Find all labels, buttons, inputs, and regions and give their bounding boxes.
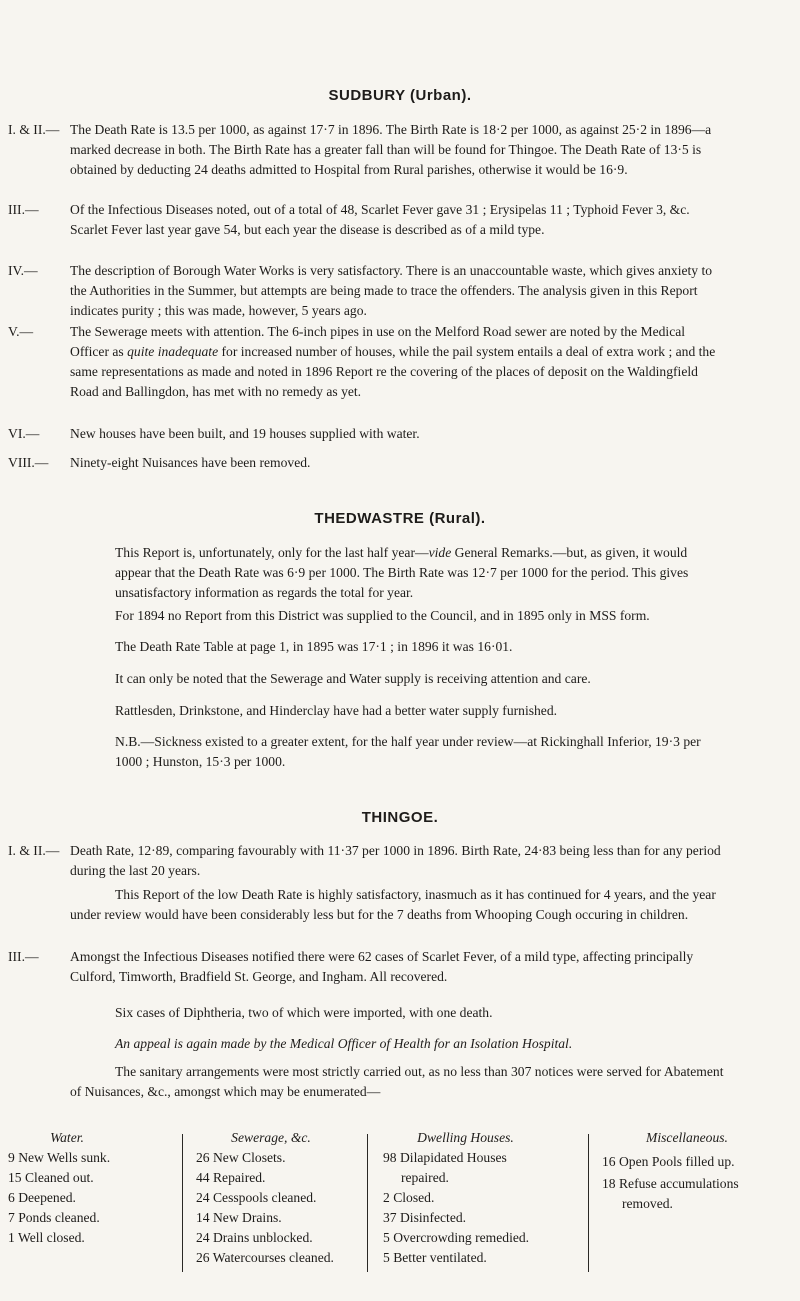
sudbury-item-1 (8, 120, 725, 180)
table-row: 24 Drains unblocked. (196, 1230, 313, 1245)
thedwastre-paragraph-4: It can only be noted that the Sewerage and Water supply is receiving attention and care. (115, 671, 591, 686)
item-text-emphasis: quite inadequate (127, 344, 219, 359)
table-row: 5 Better ventilated. (383, 1250, 487, 1265)
item-number: III.— (8, 949, 39, 964)
sudbury-item-3 (8, 200, 725, 240)
table-row: 5 Overcrowding remedied. (383, 1230, 530, 1245)
thingoe-item-3-paragraph-4: The sanitary arrangements were most strictly carried out, as no less than 307 notices were served for Abatement of Nuisances, &c., amongst which may be enumerated— (70, 1064, 724, 1099)
column-divider (588, 1134, 589, 1272)
section-heading-thingoe: THINGOE. (361, 809, 439, 826)
table-row: repaired. (401, 1170, 449, 1185)
thingoe-item-3-paragraph-3: An appeal is again made by the Medical Officer of Health for an Isolation Hospital. (115, 1036, 573, 1051)
column-divider (182, 1134, 183, 1272)
thedwastre-paragraph-1 (115, 543, 725, 603)
table-row: 16 Open Pools filled up. (602, 1154, 735, 1169)
table-row: 24 Cesspools cleaned. (196, 1190, 317, 1205)
thingoe-item-1-paragraph-2: This Report of the low Death Rate is highly satisfactory, inasmuch as it has continued for 4 years, and the year under review would have been considerably less but for the 7 deaths from Whooping Cough occuring in children. (70, 887, 716, 922)
item-text: Death Rate, 12·89, comparing favourably with 11·37 per 1000 in 1896. Birth Rate, 24·83 being less than for any period during the last 20 years. (70, 843, 721, 878)
table-column-sewerage (196, 1128, 396, 1268)
table-row: 37 Disinfected. (383, 1210, 467, 1225)
table-row: removed. (622, 1196, 673, 1211)
section-heading-sudbury: SUDBURY (Urban). (328, 87, 472, 104)
table-row: 26 New Closets. (196, 1150, 286, 1165)
item-text-end: for increased number of houses, while the pail system entails a deal of extra work ; and the same representations as made and noted in 1896 Report re the covering of the places of deposit on the Waldingfield Road and Ballingdon, has met with no remedy as yet. (70, 344, 716, 399)
thedwastre-paragraph-6: N.B.—Sickness existed to a greater extent, for the half year under review—at Rickinghall Inferior, 19·3 per 1000 ; Hunston, 15·3 per 1000. (115, 734, 701, 769)
item-number: V.— (8, 324, 34, 339)
table-row: 6 Deepened. (8, 1190, 76, 1205)
item-text-start: The Sewerage meets with attention. The 6-inch pipes in use on the Melford Road sewer are noted by the Medical Officer as (70, 324, 686, 359)
table-column-miscellaneous (602, 1128, 798, 1214)
table-row: 7 Ponds cleaned. (8, 1210, 100, 1225)
item-text: Amongst the Infectious Diseases notified there were 62 cases of Scarlet Fever, of a mild type, affecting principally Culford, Timworth, Bradfield St. George, and Ingham. All recovered. (70, 949, 694, 984)
table-row: 15 Cleaned out. (8, 1170, 94, 1185)
table-row: 98 Dilapidated Houses (383, 1150, 507, 1165)
sudbury-item-5 (8, 322, 725, 402)
column-divider (367, 1134, 368, 1272)
column-header: Dwelling Houses. (417, 1130, 514, 1145)
section-heading-thedwastre: THEDWASTRE (Rural). (314, 510, 486, 527)
sudbury-item-8 (8, 453, 725, 473)
column-header: Sewerage, &c. (231, 1130, 311, 1145)
sudbury-item-4 (8, 261, 725, 321)
item-number: VI.— (8, 426, 40, 441)
column-header: Miscellaneous. (646, 1130, 728, 1145)
table-column-water (8, 1128, 158, 1248)
table-row: 9 New Wells sunk. (8, 1150, 111, 1165)
table-row: 2 Closed. (383, 1190, 435, 1205)
item-number: III.— (8, 202, 39, 217)
thingoe-item-3 (8, 947, 725, 987)
paragraph-text-start: This Report is, unfortunately, only for the last half year— (115, 545, 429, 560)
thedwastre-paragraph-5: Rattlesden, Drinkstone, and Hinderclay have had a better water supply furnished. (115, 703, 558, 718)
column-header: Water. (50, 1130, 84, 1145)
table-row: 1 Well closed. (8, 1230, 85, 1245)
table-row: 26 Watercourses cleaned. (196, 1250, 334, 1265)
item-number: VIII.— (8, 455, 49, 470)
item-number: I. & II.— (8, 843, 60, 858)
item-text: Ninety-eight Nuisances have been removed. (70, 455, 311, 470)
item-number: I. & II.— (8, 122, 60, 137)
thingoe-item-3-paragraph-2: Six cases of Diphtheria, two of which were imported, with one death. (115, 1005, 493, 1020)
table-column-dwelling-houses (383, 1128, 583, 1268)
item-number: IV.— (8, 263, 38, 278)
thingoe-item-1 (8, 841, 725, 881)
item-text: The description of Borough Water Works is very satisfactory. There is an unaccountable waste, which gives anxiety to the Authorities in the Summer, but attempts are being made to trace the offenders. The analysis given in this Report indicates purity ; this was made, however, 5 years ago. (70, 263, 713, 318)
thedwastre-paragraph-3: The Death Rate Table at page 1, in 1895 was 17·1 ; in 1896 it was 16·01. (115, 639, 513, 654)
paragraph-text-end: General Remarks.—but, as given, it would appear that the Death Rate was 6·9 per 1000. The Birth Rate was 12·7 per 1000 for the period. This gives unsatisfactory information as regards the total for year. (115, 545, 689, 600)
table-row: 18 Refuse accumulations (602, 1176, 739, 1191)
item-text: New houses have been built, and 19 houses supplied with water. (70, 426, 420, 441)
table-row: 44 Repaired. (196, 1170, 266, 1185)
table-row: 14 New Drains. (196, 1210, 282, 1225)
item-text: Of the Infectious Diseases noted, out of a total of 48, Scarlet Fever gave 31 ; Erysipelas 11 ; Typhoid Fever 3, &c. Scarlet Fever last year gave 54, but each year the disease is described as of a mild type. (70, 202, 690, 237)
paragraph-text-emphasis: vide (428, 545, 452, 560)
sudbury-item-6 (8, 424, 725, 444)
item-text: The Death Rate is 13.5 per 1000, as against 17·7 in 1896. The Birth Rate is 18·2 per 1000, as against 25·2 in 1896—a marked decrease in both. The Birth Rate has a greater fall than will be found for Thingoe. The Death Rate of 13·5 is obtained by deducting 24 deaths admitted to Hospital from Rural parishes, otherwise it would be 16·9. (70, 122, 712, 177)
nuisances-table (0, 1128, 800, 1278)
thedwastre-paragraph-2: For 1894 no Report from this District was supplied to the Council, and in 1895 only in MSS form. (115, 608, 650, 623)
